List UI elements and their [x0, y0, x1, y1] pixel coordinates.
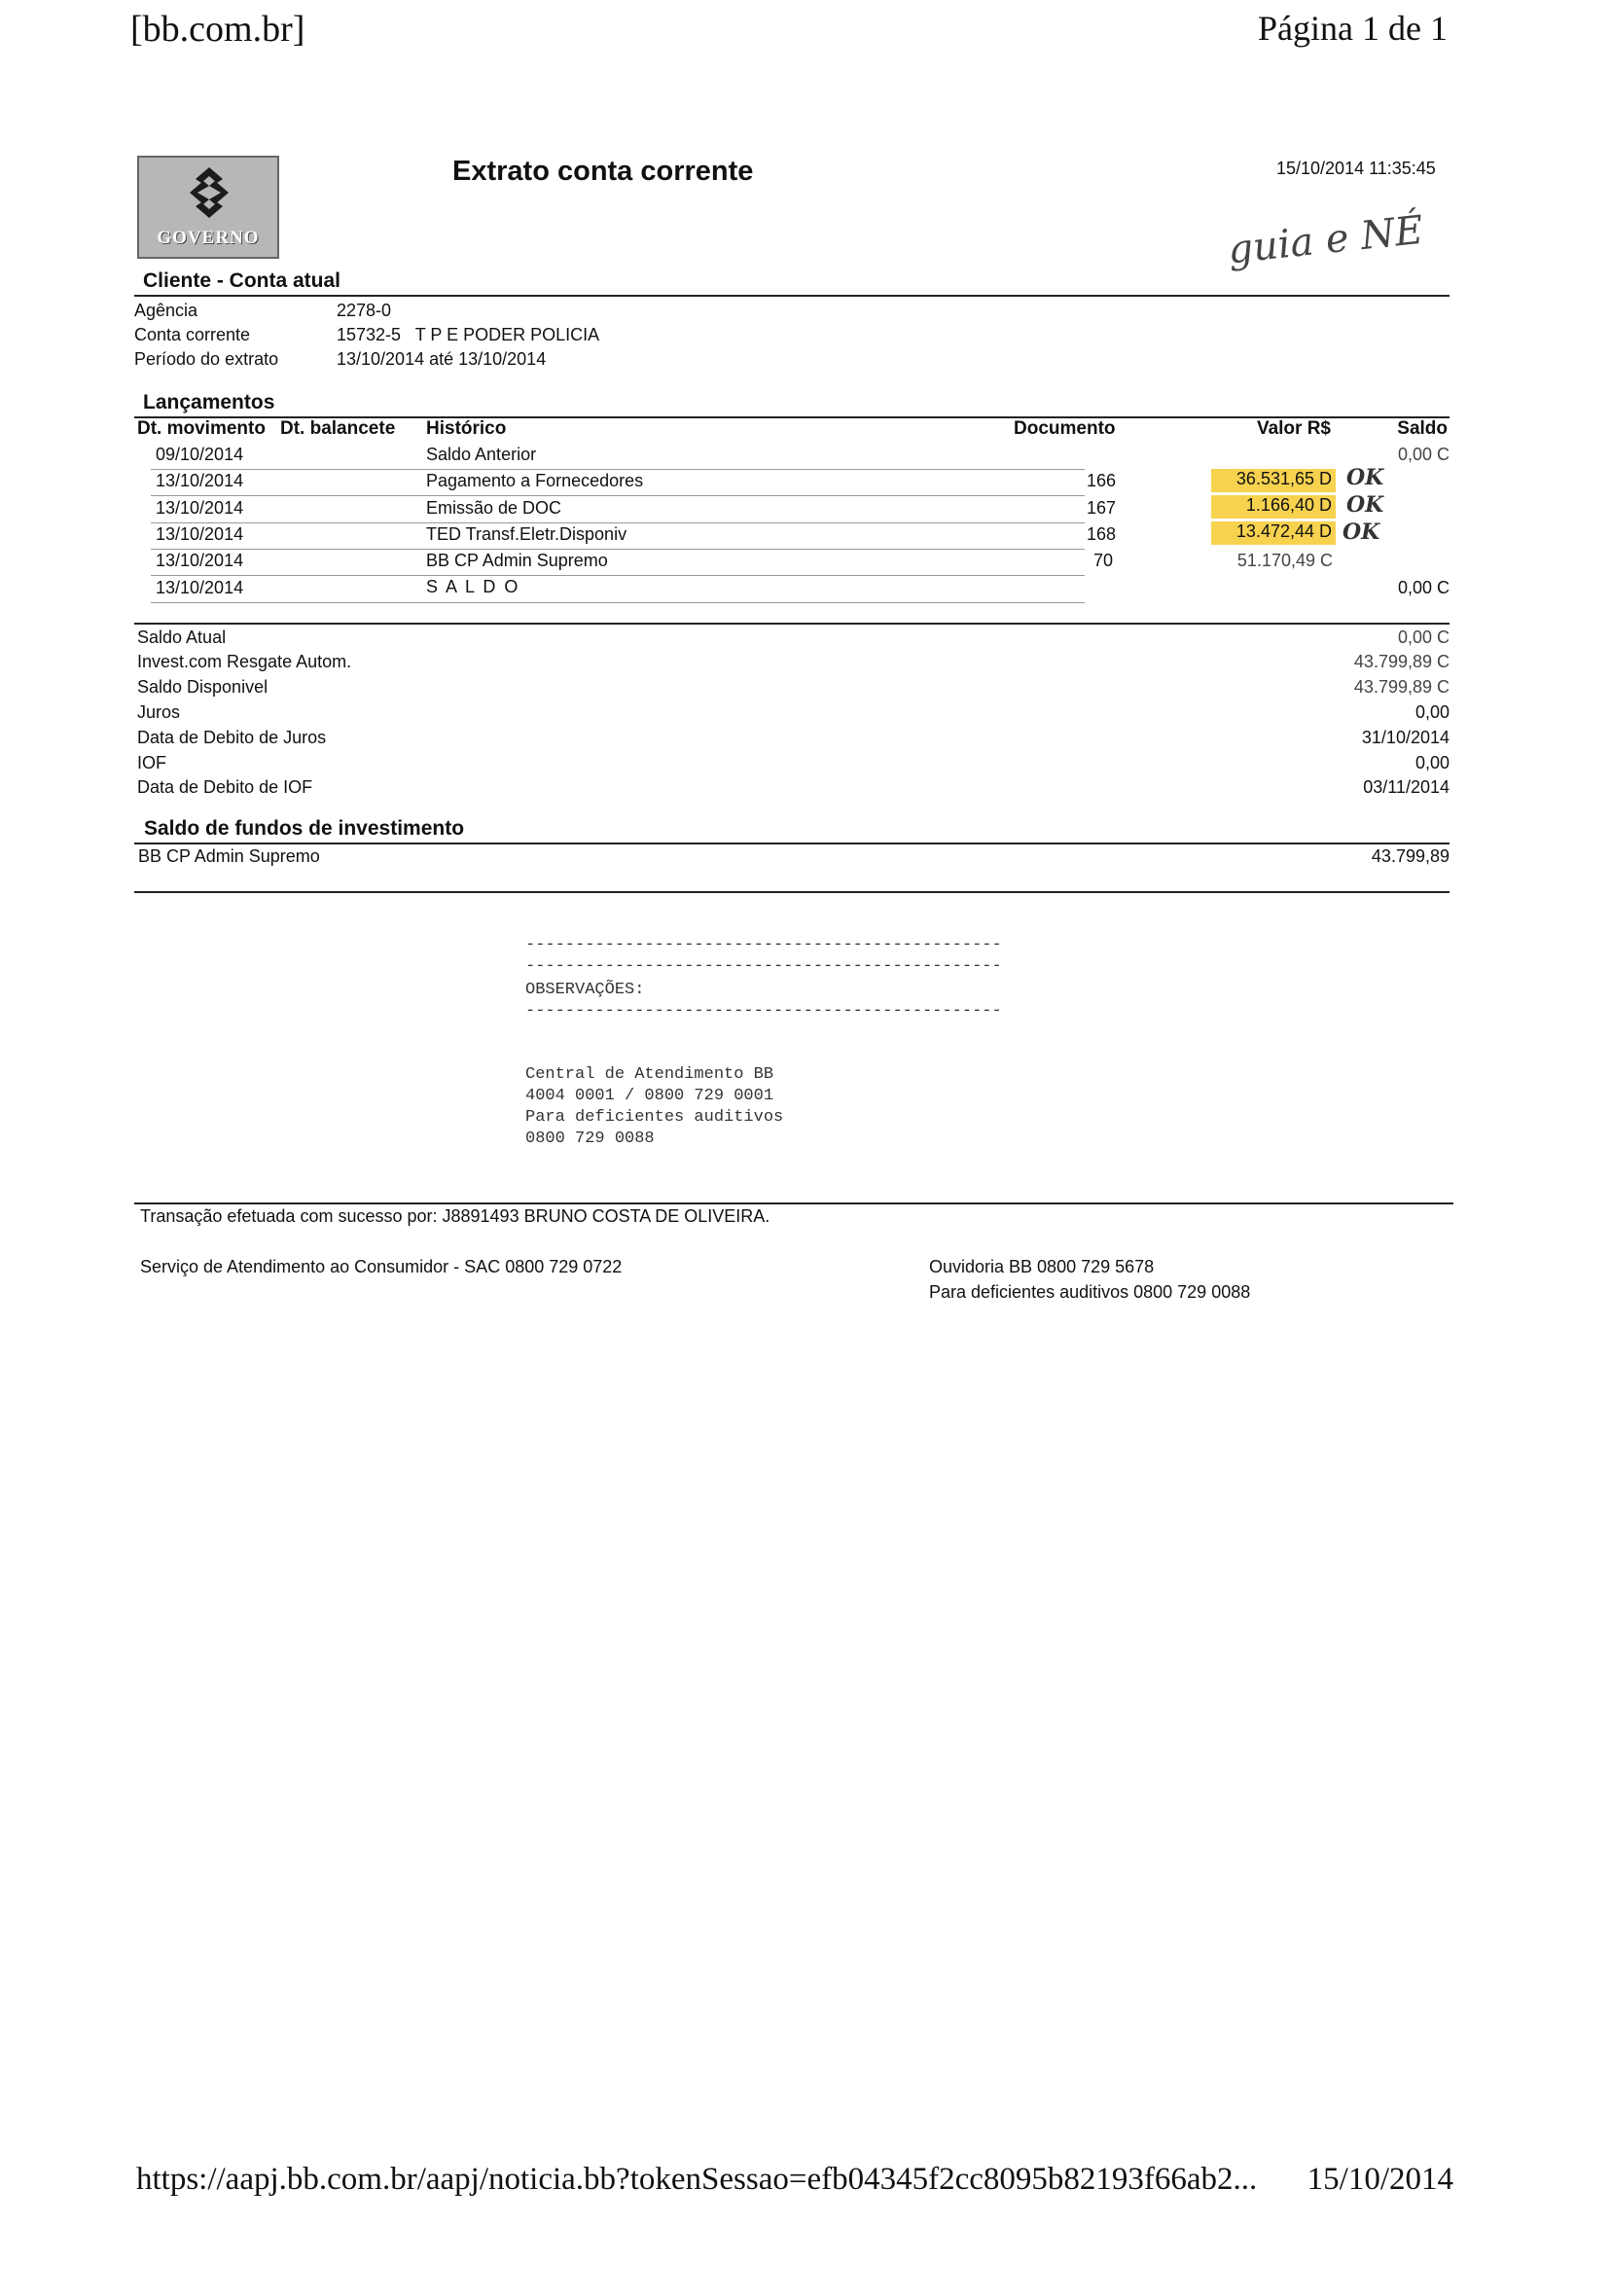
row-dt-movimento: 13/10/2014 — [156, 471, 244, 490]
row-historico: Emissão de DOC — [426, 498, 562, 518]
col-header-dt-balancete: Dt. balancete — [280, 418, 396, 439]
summary-label: Saldo Atual — [137, 628, 227, 647]
row-valor-highlighted: 13.472,44 D — [1211, 521, 1336, 545]
observacoes-dashes: ------------------------------------------------ — [525, 957, 1002, 976]
field-label-conta: Conta corrente — [134, 325, 251, 344]
central-line: 4004 0001 / 0800 729 0001 — [525, 1087, 774, 1105]
summary-value: 0,00 — [1414, 702, 1450, 722]
logo-text: GOVERNO — [157, 228, 260, 248]
row-valor: 51.170,49 C — [1236, 551, 1333, 570]
row-valor-highlighted: 36.531,65 D — [1211, 469, 1336, 492]
central-line: 0800 729 0088 — [525, 1130, 655, 1148]
central-line: Para deficientes auditivos — [525, 1108, 784, 1127]
summary-value: 03/11/2014 — [1363, 777, 1450, 797]
row-saldo: 0,00 C — [1397, 445, 1450, 464]
col-header-dt-movimento: Dt. movimento — [137, 418, 266, 439]
row-historico: TED Transf.Eletr.Disponiv — [426, 524, 627, 544]
ouvidoria-contact: Ouvidoria BB 0800 729 5678 — [929, 1257, 1155, 1276]
summary-value: 0,00 C — [1397, 628, 1450, 647]
row-saldo: 0,00 C — [1397, 578, 1450, 597]
row-historico: S A L D O — [426, 577, 520, 596]
row-separator — [151, 602, 1085, 603]
divider — [134, 623, 1450, 625]
summary-value: 31/10/2014 — [1361, 728, 1450, 747]
field-label-periodo: Período do extrato — [134, 349, 279, 369]
row-historico: Saldo Anterior — [426, 445, 537, 464]
handwritten-ok-mark: OK — [1342, 520, 1380, 545]
field-label-agencia: Agência — [134, 301, 198, 320]
client-section-title: Cliente - Conta atual — [143, 269, 341, 292]
summary-label: Saldo Disponivel — [137, 677, 268, 697]
summary-label: Data de Debito de IOF — [137, 777, 313, 797]
field-value-agencia: 2278-0 — [337, 301, 392, 320]
print-footer-url: https://aapj.bb.com.br/aapj/noticia.bb?tokenSessao=efb04345f2cc8095b82193f66ab2... — [136, 2162, 1258, 2197]
handwritten-note: guia e NÉ — [1226, 207, 1426, 273]
field-value-conta: 15732-5 T P E PODER POLICIA — [337, 325, 600, 344]
col-header-valor: Valor R$ — [1256, 418, 1331, 439]
handwritten-ok-mark: OK — [1346, 492, 1384, 518]
transaction-confirmation: Transação efetuada com sucesso por: J8891493 BRUNO COSTA DE OLIVEIRA. — [140, 1206, 770, 1226]
summary-label: Data de Debito de Juros — [137, 728, 327, 747]
observacoes-label: OBSERVAÇÕES: — [525, 981, 645, 999]
print-footer-date: 15/10/2014 — [1307, 2162, 1453, 2197]
row-documento: 166 — [1087, 471, 1117, 490]
observacoes-dashes: ------------------------------------------------ — [525, 1002, 1002, 1021]
summary-label: Juros — [137, 702, 181, 722]
row-dt-movimento: 13/10/2014 — [156, 578, 244, 597]
document-title: Extrato conta corrente — [452, 156, 754, 187]
row-documento: 168 — [1087, 524, 1117, 544]
row-historico: BB CP Admin Supremo — [426, 551, 608, 570]
field-value-periodo: 13/10/2014 até 13/10/2014 — [337, 349, 547, 369]
print-header-site: [bb.com.br] — [130, 9, 305, 50]
fund-name: BB CP Admin Supremo — [138, 846, 320, 866]
lancamentos-section-title: Lançamentos — [143, 391, 275, 413]
row-dt-movimento: 13/10/2014 — [156, 498, 244, 518]
row-separator — [151, 469, 1085, 470]
row-valor-highlighted: 1.166,40 D — [1211, 495, 1336, 519]
summary-label: IOF — [137, 753, 166, 772]
row-separator — [151, 549, 1085, 550]
row-separator — [151, 575, 1085, 576]
row-historico: Pagamento a Fornecedores — [426, 471, 644, 490]
central-line: Central de Atendimento BB — [525, 1065, 774, 1084]
bb-symbol-icon — [180, 163, 238, 222]
print-header-page-number: Página 1 de 1 — [1258, 9, 1448, 48]
ouvidoria-auditivos-contact: Para deficientes auditivos 0800 729 0088 — [929, 1282, 1251, 1302]
row-documento: 167 — [1087, 498, 1117, 518]
row-dt-movimento: 09/10/2014 — [156, 445, 244, 464]
divider — [134, 295, 1450, 297]
document-datetime: 15/10/2014 11:35:45 — [1276, 159, 1436, 178]
row-separator — [151, 522, 1085, 523]
summary-value: 43.799,89 C — [1353, 652, 1450, 671]
row-dt-movimento: 13/10/2014 — [156, 551, 244, 570]
summary-value: 43.799,89 C — [1353, 677, 1450, 697]
bank-logo — [137, 156, 279, 259]
row-separator — [151, 495, 1085, 496]
col-header-saldo: Saldo — [1397, 418, 1448, 439]
sac-contact: Serviço de Atendimento ao Consumidor - SAC 0800 729 0722 — [140, 1257, 623, 1276]
summary-label: Invest.com Resgate Autom. — [137, 652, 352, 671]
summary-value: 0,00 — [1414, 753, 1450, 772]
row-dt-movimento: 13/10/2014 — [156, 524, 244, 544]
funds-section-title: Saldo de fundos de investimento — [144, 817, 465, 840]
observacoes-dashes: ------------------------------------------------ — [525, 936, 1002, 954]
col-header-documento: Documento — [1014, 418, 1116, 439]
col-header-historico: Histórico — [426, 418, 507, 439]
divider — [134, 891, 1450, 893]
divider — [134, 843, 1450, 844]
row-documento: 70 — [1093, 551, 1114, 570]
fund-value: 43.799,89 — [1371, 846, 1450, 866]
divider — [134, 1202, 1453, 1204]
handwritten-ok-mark: OK — [1346, 465, 1384, 490]
